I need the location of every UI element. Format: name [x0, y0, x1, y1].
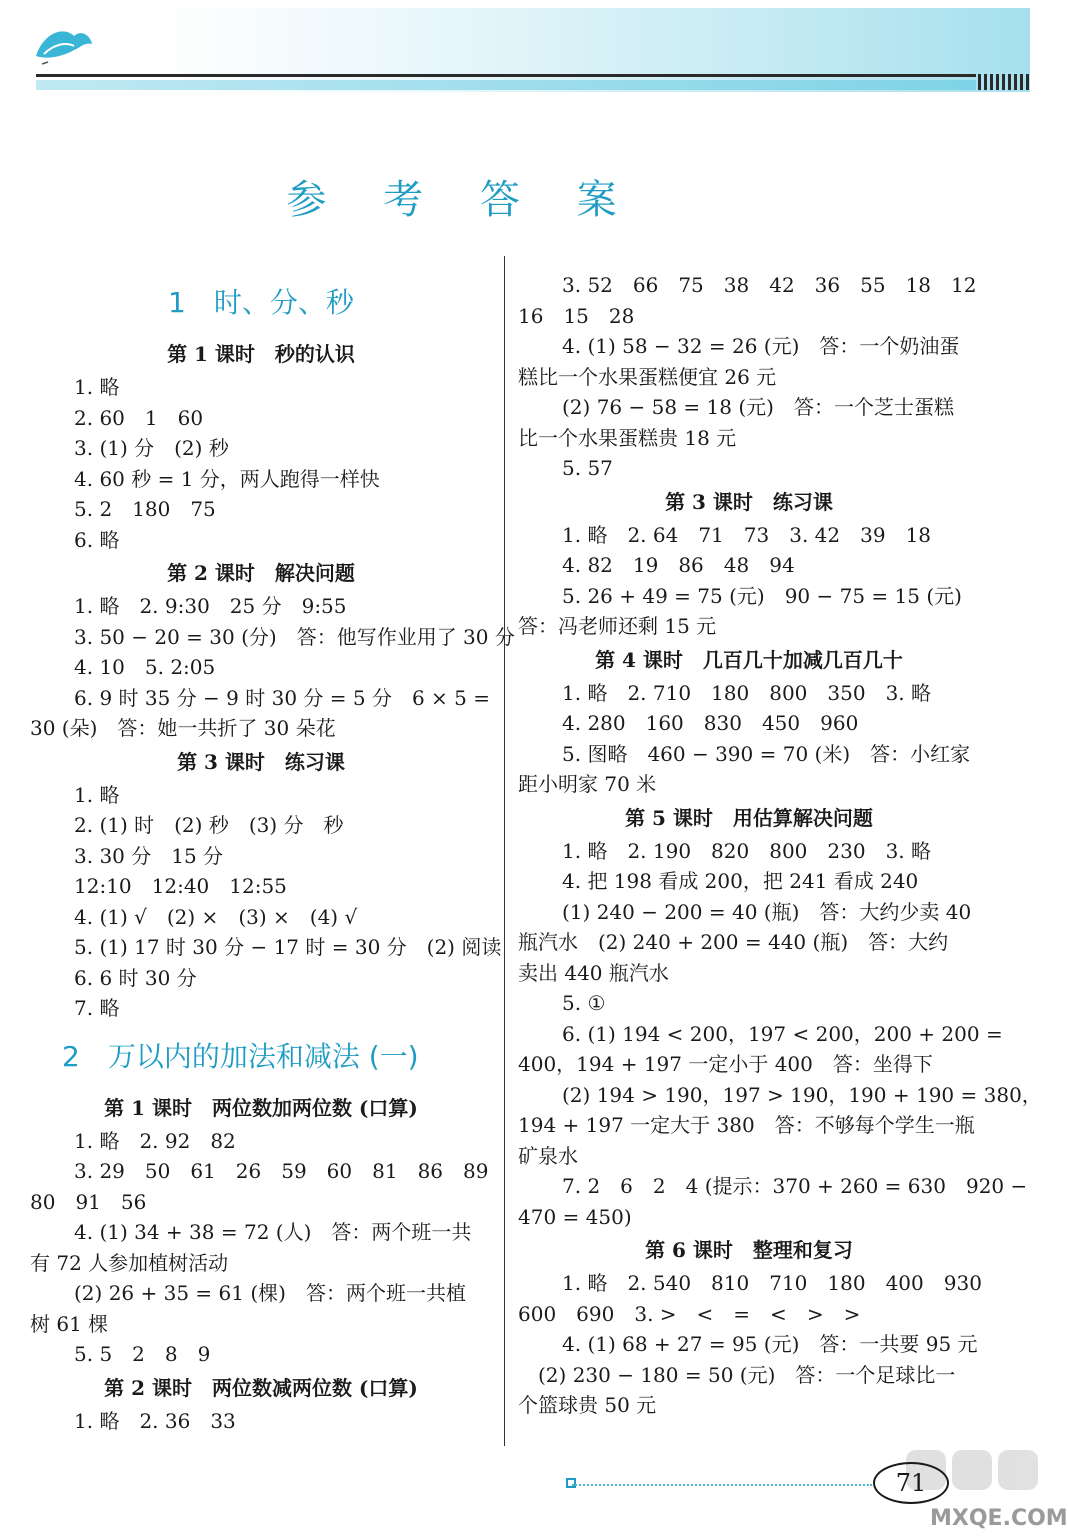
footer-dotted-rule: [572, 1484, 872, 1488]
answer-line: 4. (1) 68 + 27 = 95 (元) 答：一共要 95 元: [562, 1332, 978, 1356]
answer-line: 3. 52 66 75 38 42 36 55 18 12: [562, 273, 977, 297]
answer-line: 个篮球贵 50 元: [518, 1393, 657, 1417]
lesson-heading: 第 4 课时 几百几十加减几百几十: [595, 647, 903, 672]
lesson-heading: 第 5 课时 用估算解决问题: [625, 805, 873, 830]
answer-line: 1. 略: [74, 375, 120, 399]
answer-line: 7. 2 6 2 4 (提示：370 + 260 = 630 920 −: [562, 1174, 1028, 1198]
lesson-heading: 第 2 课时 两位数减两位数 (口算): [104, 1375, 418, 1400]
answer-line: 树 61 棵: [30, 1311, 109, 1336]
answer-line: (2) 26 + 35 = 61 (棵) 答：两个班一共植: [74, 1281, 466, 1305]
answer-line: 80 91 56: [30, 1189, 147, 1214]
answer-line: 4. 60 秒 = 1 分，两人跑得一样快: [74, 466, 380, 491]
answer-line: 4. 把 198 看成 200，把 241 看成 240: [562, 869, 919, 893]
answer-line: 比一个水果蛋糕贵 18 元: [518, 425, 737, 450]
answer-line: 1. 略 2. 190 820 800 230 3. 略: [562, 838, 932, 863]
unit-heading: 1 时、分、秒: [168, 286, 354, 319]
answer-line: 3. (1) 分 (2) 秒: [74, 436, 229, 460]
answer-line: 1. 略 2. 540 810 710 180 400 930: [562, 1271, 982, 1295]
answer-line: 3. 30 分 15 分: [74, 843, 224, 868]
answer-line: 600 690 3. > < = < > >: [518, 1301, 861, 1326]
answer-line: 6. 9 时 35 分 − 9 时 30 分 = 5 分 6 × 5 =: [74, 685, 490, 710]
answer-line: 矿泉水: [518, 1143, 578, 1168]
answer-line: 4. (1) 34 + 38 = 72 (人) 答：两个班一共: [74, 1220, 472, 1244]
answer-line: 6. (1) 194 < 200，197 < 200，200 + 200 =: [562, 1021, 1003, 1046]
answer-line: 4. 280 160 830 450 960: [562, 711, 859, 735]
answer-line: 4. 10 5. 2:05: [74, 655, 216, 679]
answer-line: 16 15 28: [518, 303, 635, 328]
answer-line: (2) 76 − 58 = 18 (元) 答：一个芝士蛋糕: [562, 395, 954, 419]
answer-line: 1. 略 2. 710 180 800 350 3. 略: [562, 680, 932, 705]
answer-line: 6. 6 时 30 分: [74, 965, 197, 990]
answer-line: 400，194 + 197 一定小于 400 答：坐得下: [518, 1052, 933, 1076]
answer-line: 距小明家 70 米: [518, 772, 657, 796]
lesson-heading: 第 1 课时 秒的认识: [167, 342, 355, 366]
answer-line: 有 72 人参加植树活动: [30, 1250, 229, 1275]
lesson-heading: 第 2 课时 解决问题: [167, 561, 355, 585]
page-number: 71: [873, 1462, 949, 1504]
answer-line: 答：冯老师还剩 15 元: [518, 614, 717, 638]
answer-line: 5. 5 2 8 9: [74, 1342, 211, 1366]
answer-line: 4. (1) √ (2) × (3) × (4) √: [74, 904, 358, 929]
answer-line: 2. 60 1 60: [74, 405, 204, 430]
answer-line: 卖出 440 瓶汽水: [518, 960, 669, 985]
unit-heading: 2 万以内的加法和减法 (一): [62, 1039, 419, 1073]
answer-line: 3. 50 − 20 = 30 (分) 答：他写作业用了 30 分: [74, 624, 515, 649]
lesson-heading: 第 3 课时 练习课: [665, 489, 833, 514]
page-title: 参 考 答 案: [286, 177, 639, 223]
answer-line: 瓶汽水 (2) 240 + 200 = 440 (瓶) 答：大约: [518, 930, 949, 954]
watermark-text: MXQE.COM: [930, 1506, 1068, 1531]
header-stripe: [36, 80, 976, 90]
answer-line: 1. 略 2. 36 33: [74, 1408, 236, 1433]
right-column: [518, 270, 1042, 1421]
answer-line: 30 (朵) 答：她一共折了 30 朵花: [30, 716, 336, 740]
answer-line: 4. (1) 58 − 32 = 26 (元) 答：一个奶油蛋: [562, 334, 960, 358]
answer-line: 12:10 12:40 12:55: [74, 874, 287, 898]
answer-line: 3. 29 50 61 26 59 60 81 86 89: [74, 1159, 489, 1183]
answer-line: 1. 略: [74, 782, 120, 807]
lesson-heading: 第 1 课时 两位数加两位数 (口算): [104, 1095, 418, 1120]
answer-line: 2. (1) 时 (2) 秒 (3) 分 秒: [74, 813, 344, 837]
answer-line: (2) 194 > 190，197 > 190，190 + 190 = 380，: [562, 1082, 1042, 1107]
answer-line: 6. 略: [74, 527, 120, 552]
lesson-heading: 第 6 课时 整理和复习: [645, 1238, 853, 1262]
answer-line: 5. (1) 17 时 30 分 − 17 时 = 30 分 (2) 阅读: [74, 935, 502, 959]
column-divider: [504, 256, 505, 1446]
header-barcode-marks: [978, 74, 1032, 90]
bird-logo-icon: [34, 26, 94, 72]
answer-line: (2) 230 − 180 = 50 (元) 答：一个足球比一: [538, 1362, 956, 1387]
answer-line: 1. 略 2. 64 71 73 3. 42 39 18: [562, 522, 932, 547]
answer-line: 1. 略 2. 9:30 25 分 9:55: [74, 594, 347, 618]
answer-line: 5. 图略 460 − 390 = 70 (米) 答：小红家: [562, 741, 971, 766]
answer-line: (1) 240 − 200 = 40 (瓶) 答：大约少卖 40: [562, 899, 972, 924]
answer-line: 5. 57: [562, 456, 613, 480]
answer-line: 糕比一个水果蛋糕便宜 26 元: [518, 364, 777, 389]
left-column: [30, 270, 515, 1436]
answer-line: 194 + 197 一定大于 380 答：不够每个学生一瓶: [518, 1113, 975, 1137]
answer-line: 4. 82 19 86 48 94: [562, 553, 795, 577]
lesson-heading: 第 3 课时 练习课: [177, 749, 345, 774]
answer-line: 470 = 450): [518, 1204, 632, 1229]
answer-line: 5. 2 180 75: [74, 497, 216, 521]
answer-line: 5. ①: [562, 991, 606, 1015]
answer-line: 1. 略 2. 92 82: [74, 1128, 236, 1153]
answer-line: 5. 26 + 49 = 75 (元) 90 − 75 = 15 (元): [562, 583, 962, 608]
answer-line: 7. 略: [74, 996, 120, 1020]
header-rule: [36, 74, 976, 77]
